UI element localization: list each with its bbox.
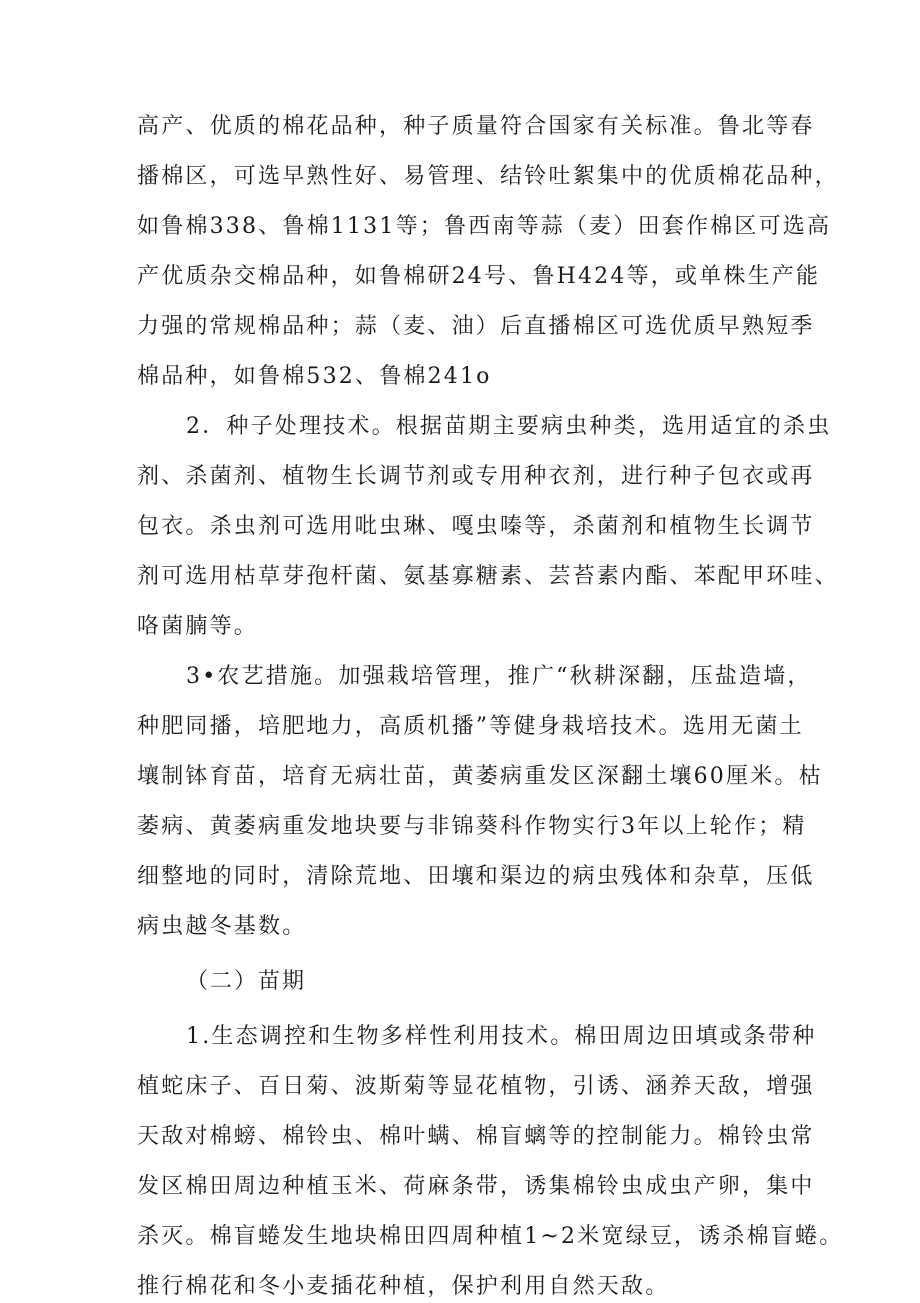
body-text-line: 播棉区，可选早熟性好、易管理、结铃吐絮集中的优质棉花品种， [137,164,839,189]
body-text-line: 推行棉花和冬小麦插花种植，保护利用自然天敌。 [137,1274,670,1299]
body-text-line: 包衣。杀虫剂可选用吡虫琳、嘎虫嗪等，杀菌剂和植物生长调节 [137,514,815,539]
section-heading: （二）苗期 [186,969,307,994]
body-text-line: 如鲁棉338、鲁棉1131等；鲁西南等蒜（麦）田套作棉区可选高 [137,214,832,239]
body-text-line: 剂可选用枯草芽孢杆菌、氨基寡糖素、芸苔素内酯、苯配甲环哇、 [137,564,839,589]
body-text-line: 3•农艺措施。加强栽培管理，推广“秋耕深翻，压盐造墙， [186,664,812,689]
body-text-line: 产优质杂交棉品种，如鲁棉研24号、鲁H424等，或单株生产能 [137,264,821,289]
body-text-line: 种肥同播，培肥地力，高质机播”等健身栽培技术。选用无菌土 [137,714,804,739]
body-text-line: 剂、杀菌剂、植物生长调节剂或专用种衣剂，进行种子包衣或再 [137,464,815,489]
body-text-line: 杀灭。棉盲蜷发生地块棉田四周种植1~2米宽绿豆，诱杀棉盲蜷。 [137,1224,844,1249]
body-text-line: 壤制钵育苗，培育无病壮苗，黄萎病重发区深翻土壤60厘米。枯 [137,764,823,789]
body-text-line: 病虫越冬基数。 [137,914,307,939]
body-text-line: 2．种子处理技术。根据苗期主要病虫种类，选用适宜的杀虫 [186,414,832,439]
body-text-line: 发区棉田周边种植玉米、荷麻条带，诱集棉铃虫成虫产卵，集中 [137,1174,815,1199]
body-text-line: 力强的常规棉品种；蒜（麦、油）后直播棉区可选优质早熟短季 [137,314,815,339]
body-text-line: 棉品种，如鲁棉532、鲁棉241o [137,364,492,389]
body-text-line: 天敌对棉螃、棉铃虫、棉叶螨、棉盲螭等的控制能力。棉铃虫常 [137,1124,815,1149]
body-text-line: 1.生态调控和生物多样性利用技术。棉田周边田填或条带种 [186,1024,817,1049]
body-text-line: 细整地的同时，清除荒地、田壤和渠边的病虫残体和杂草，压低 [137,864,815,889]
body-text-line: 萎病、黄萎病重发地块要与非锦葵科作物实行3年以上轮作；精 [137,814,807,839]
body-text-line: 咯菌腩等。 [137,614,259,639]
body-text-line: 植蛇床子、百日菊、波斯菊等显花植物，引诱、涵养天敌，增强 [137,1074,815,1099]
body-text-line: 高产、优质的棉花品种，种子质量符合国家有关标准。鲁北等春 [137,114,815,139]
